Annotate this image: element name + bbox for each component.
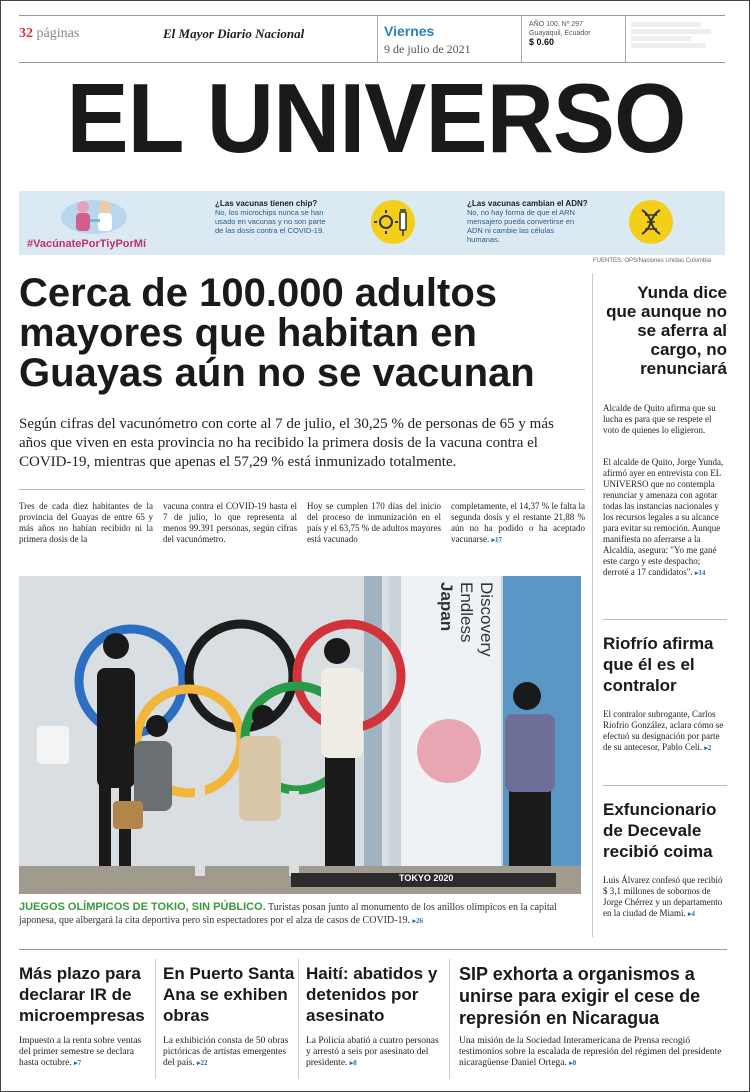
page-count xyxy=(19,26,79,42)
page-reference[interactable]: ▸8 xyxy=(349,1059,357,1067)
divider xyxy=(19,489,585,490)
fact-vaccine-chip xyxy=(215,199,327,235)
story-column-3: Hoy se cumplen 170 días del inicio del proceso de inmunización en el país y el 63,75 % de adultos mayores está vacunado xyxy=(307,501,441,544)
syringe-virus-icon xyxy=(371,200,415,244)
issue-city: Guayaquil, Ecuador xyxy=(529,30,591,37)
yunda-headline[interactable]: Yunda dice que aunque no se aferra al cargo, no renunciará xyxy=(606,283,727,378)
masthead-logo[interactable]: EL UNIVERSO xyxy=(66,63,686,173)
santa-ana-headline[interactable]: En Puerto Santa Ana se exhiben obras xyxy=(163,964,295,1025)
page-reference[interactable]: ▸22 xyxy=(197,1059,208,1067)
riofrio-body xyxy=(603,709,727,754)
fact-vaccine-dna xyxy=(467,199,589,244)
main-deck: Según cifras del vacunómetro con corte al 7 de julio, el 30,25 % de personas de 65 y más años que viven en esta provincia no ha recibido la primera dosis de la vacuna contra el COVID-19, mientras que apenas el 57,29 % está inmunizado totalmente. xyxy=(19,416,554,470)
haiti-headline[interactable]: Haití: abatidos y detenidos por asesinato xyxy=(306,964,438,1025)
fact-question: ¿Las vacunas tienen chip? xyxy=(215,199,318,208)
sign-text-japan: Japan xyxy=(437,582,456,632)
divider xyxy=(603,785,727,786)
page-reference[interactable]: ▸8 xyxy=(569,1059,577,1067)
santa-ana-body xyxy=(163,1036,293,1069)
sign-text-endless: Endless xyxy=(457,582,476,643)
dna-icon xyxy=(629,200,673,244)
issue-fine-print xyxy=(631,20,721,50)
divider xyxy=(19,949,727,950)
page-reference[interactable]: ▸4 xyxy=(687,910,695,918)
fact-answer: No, los microchips nunca se han usado en vacunas y no son parte de las dosis contra el COVID-19. xyxy=(215,208,326,235)
divider xyxy=(377,16,378,62)
vaccine-banner xyxy=(19,191,725,255)
issue-date: 9 de julio de 2021 xyxy=(384,42,471,56)
page-count-label: páginas xyxy=(36,26,80,41)
riofrio-body-text: El contralor subrogante, Carlos Riofrío González, aclara cómo se efectuó su designación por parte de su antecesor, Pablo Celi. xyxy=(603,709,724,752)
ir-body-text: Impuesto a la renta sobre ventas del primer semestre se declara hasta octubre. xyxy=(19,1036,142,1068)
story-column-4-text: completamente, el 14,37 % le falta la segunda dosis y el restante 21,88 % aún no ha podido o ha aceptado vacunarse. xyxy=(451,501,585,544)
sip-body xyxy=(459,1036,725,1069)
column-divider xyxy=(155,959,156,1079)
sip-headline[interactable]: SIP exhorta a organismos a unirse para exigir el cese de represión en Nicaragua xyxy=(459,964,701,1028)
yunda-body-text: El alcalde de Quito, Jorge Yunda, afirmó ayer en entrevista con EL UNIVERSO que no contempla renunciar y amenaza con agotar todas las instancias nacionales y los recursos legales a su alcance para evitar su remoción. Aunque manifiesta no aferrarse a la Alcaldía, asegura: "Yo me gané este cargo y este despacho; derroté a 17 candidatos". xyxy=(603,457,724,577)
fact-question: ¿Las vacunas cambian el ADN? xyxy=(467,199,588,208)
divider xyxy=(603,619,727,620)
divider xyxy=(625,16,626,62)
page-reference[interactable]: ▸14 xyxy=(694,569,706,577)
sip-body-text: Una misión de la Sociedad Interamericana de Prensa recogió testimonios sobre la escalada de represión del régimen del presidente nicaragüense Daniel Ortega. xyxy=(459,1036,722,1068)
haiti-body-text: La Policía abatió a cuatro personas y arrestó a seis por asesinato del presidente. xyxy=(306,1036,439,1068)
tokyo-2020-label: TOKYO 2020 xyxy=(399,873,454,883)
photo-illustration xyxy=(19,576,581,894)
issue-meta xyxy=(529,20,629,48)
fact-answer: No, no hay forma de que el ARN mensajero pueda convertirse en ADN ni cambie las células humanas. xyxy=(467,208,575,244)
issue-number: AÑO 100, Nº 297 xyxy=(529,21,583,28)
issue-day: Viernes xyxy=(384,23,435,39)
caption-title: JUEGOS OLÍMPICOS DE TOKIO, SIN PÚBLICO. xyxy=(19,901,266,913)
ir-headline[interactable]: Más plazo para declarar IR de microempresas xyxy=(19,964,145,1025)
ir-body xyxy=(19,1036,151,1069)
issue-price: $ 0.60 xyxy=(529,37,555,47)
sign-text-discovery: Discovery xyxy=(477,582,496,657)
caption-text: Turistas posan junto al monumento de los anillos olímpicos en la capital japonesa, que albergará la cita deportiva pero sin espectadores por el alza de casos de COVID-19. xyxy=(19,902,557,926)
slogan: El Mayor Diario Nacional xyxy=(163,26,305,41)
decevale-body-text: Luis Álvarez confesó que recibió $ 3,1 millones de sobornos de Jorge Chérrez y un departamento en la ciudad de Miami. xyxy=(603,875,723,918)
santa-ana-body-text: La exhibición consta de 50 obras pictóricas de artistas emergentes del país. xyxy=(163,1036,289,1068)
column-divider xyxy=(298,959,299,1079)
page-reference[interactable]: ▸2 xyxy=(704,744,712,752)
olympic-rings-photo[interactable] xyxy=(19,576,581,894)
main-headline[interactable]: Cerca de 100.000 adultos mayores que habitan en Guayas aún no se vacunan xyxy=(19,271,535,395)
column-divider xyxy=(592,273,593,937)
yunda-body xyxy=(603,457,727,602)
decevale-headline[interactable]: Exfuncionario de Decevale recibió coima xyxy=(603,800,717,861)
divider xyxy=(521,16,522,62)
story-column-2: vacuna contra el COVID-19 hasta el 7 de julio, lo que representa al menos 99.391 personas, según cifras del vacunómetro. xyxy=(163,501,297,544)
vaccination-illustration xyxy=(59,195,129,235)
decevale-body xyxy=(603,875,727,920)
column-divider xyxy=(449,959,450,1079)
top-bar xyxy=(19,15,725,63)
yunda-lead: Alcalde de Quito afirma que su lucha es para que se respete el voto de quienes lo eligieron. xyxy=(603,403,716,435)
page-reference[interactable]: ▸17 xyxy=(491,536,502,544)
banner-sources: FUENTES: OPS/Naciones Unidas Colombia xyxy=(593,258,712,264)
story-column-4 xyxy=(451,501,585,546)
page-reference[interactable]: ▸26 xyxy=(412,917,424,925)
campaign-hashtag: #VacúnatePorTiyPorMí xyxy=(27,238,147,250)
haiti-body xyxy=(306,1036,444,1069)
riofrio-headline[interactable]: Riofrío afirma que él es el contralor xyxy=(603,634,714,695)
page-reference[interactable]: ▸7 xyxy=(74,1059,82,1067)
photo-caption xyxy=(19,901,585,928)
story-column-1: Tres de cada diez habitantes de la provincia del Guayas de entre 65 y más años no habían recibido ni la primera dosis de la xyxy=(19,501,153,544)
page-count-number: 32 xyxy=(19,26,33,41)
